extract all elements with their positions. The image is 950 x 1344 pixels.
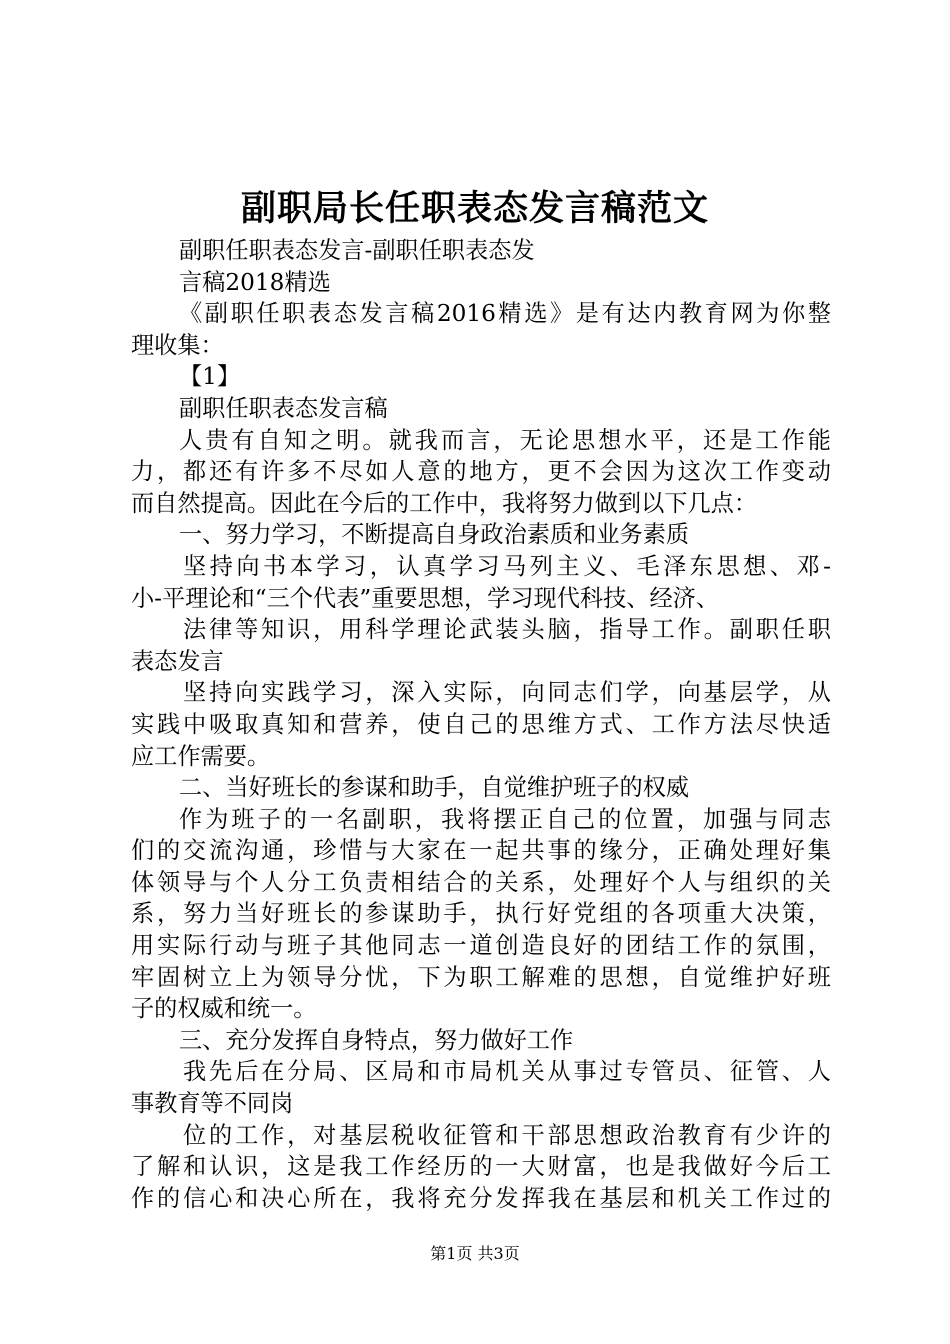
text-line: 了解和认识，这是我工作经历的一大财富，也是我做好今后工 xyxy=(131,1153,831,1181)
text-line: 坚持向实践学习，深入实际，向同志们学，向基层学，从 xyxy=(183,679,831,707)
text-line: 们的交流沟通，珍惜与大家在一起共事的缘分，正确处理好集 xyxy=(131,837,831,865)
text-line: 实践中吸取真知和营养，使自己的思维方式、工作方法尽快适 xyxy=(131,710,831,738)
text-line: 用实际行动与班子其他同志一道创造良好的团结工作的氛围， xyxy=(131,932,831,960)
text-line: 坚持向书本学习，认真学习马列主义、毛泽东思想、邓- xyxy=(183,552,831,580)
text-line: 力，都还有许多不尽如人意的地方，更不会因为这次工作变动 xyxy=(131,458,831,486)
text-line: 应工作需要。 xyxy=(131,742,271,770)
text-line: 【1】 xyxy=(179,363,241,391)
text-line: 二、当好班长的参谋和助手，自觉维护班子的权威 xyxy=(179,774,690,802)
document-body xyxy=(131,235,831,1214)
text-line: 而自然提高。因此在今后的工作中，我将努力做到以下几点： xyxy=(131,489,758,517)
text-line: 表态发言 xyxy=(131,647,224,675)
text-line: 牢固树立上为领导分忧，下为职工解难的思想，自觉维护好班 xyxy=(131,963,831,991)
text-line: 体领导与个人分工负责相结合的关系，处理好个人与组织的关 xyxy=(131,868,831,896)
page-footer: 第1页 共3页 xyxy=(430,1244,520,1263)
text-line: 副职任职表态发言-副职任职表态发 xyxy=(179,237,535,264)
text-line: 三、充分发挥自身特点，努力做好工作 xyxy=(179,1026,574,1054)
text-line: 作为班子的一名副职，我将摆正自己的位置，加强与同志 xyxy=(179,805,831,833)
text-line: 作的信心和决心所在，我将充分发挥我在基层和机关工作过的 xyxy=(131,1184,831,1212)
text-line: 小-平理论和“三个代表”重要思想，学习现代科技、经济、 xyxy=(131,584,720,612)
text-line: 一、努力学习，不断提高自身政治素质和业务素质 xyxy=(179,521,690,549)
text-line: 《副职任职表态发言稿2016精选》是有达内教育网为你整 xyxy=(179,300,831,328)
document-title: 副职局长任职表态发言稿范文 xyxy=(240,188,709,229)
text-line: 法律等知识，用科学理论武装头脑，指导工作。副职任职 xyxy=(183,616,831,644)
text-line: 子的权威和统一。 xyxy=(131,995,317,1023)
text-line: 副职任职表态发言稿 xyxy=(179,394,388,422)
text-line: 事教育等不同岗 xyxy=(131,1090,294,1118)
text-line: 系，努力当好班长的参谋助手，执行好党组的各项重大决策， xyxy=(131,900,831,928)
text-line: 人贵有自知之明。就我而言，无论思想水平，还是工作能 xyxy=(179,426,831,454)
text-line: 我先后在分局、区局和市局机关从事过专管员、征管、人 xyxy=(183,1058,831,1086)
text-line: 言稿2018精选 xyxy=(179,268,331,296)
text-line: 位的工作，对基层税收征管和干部思想政治教育有少许的 xyxy=(183,1121,831,1149)
text-line: 理收集： xyxy=(131,331,224,359)
